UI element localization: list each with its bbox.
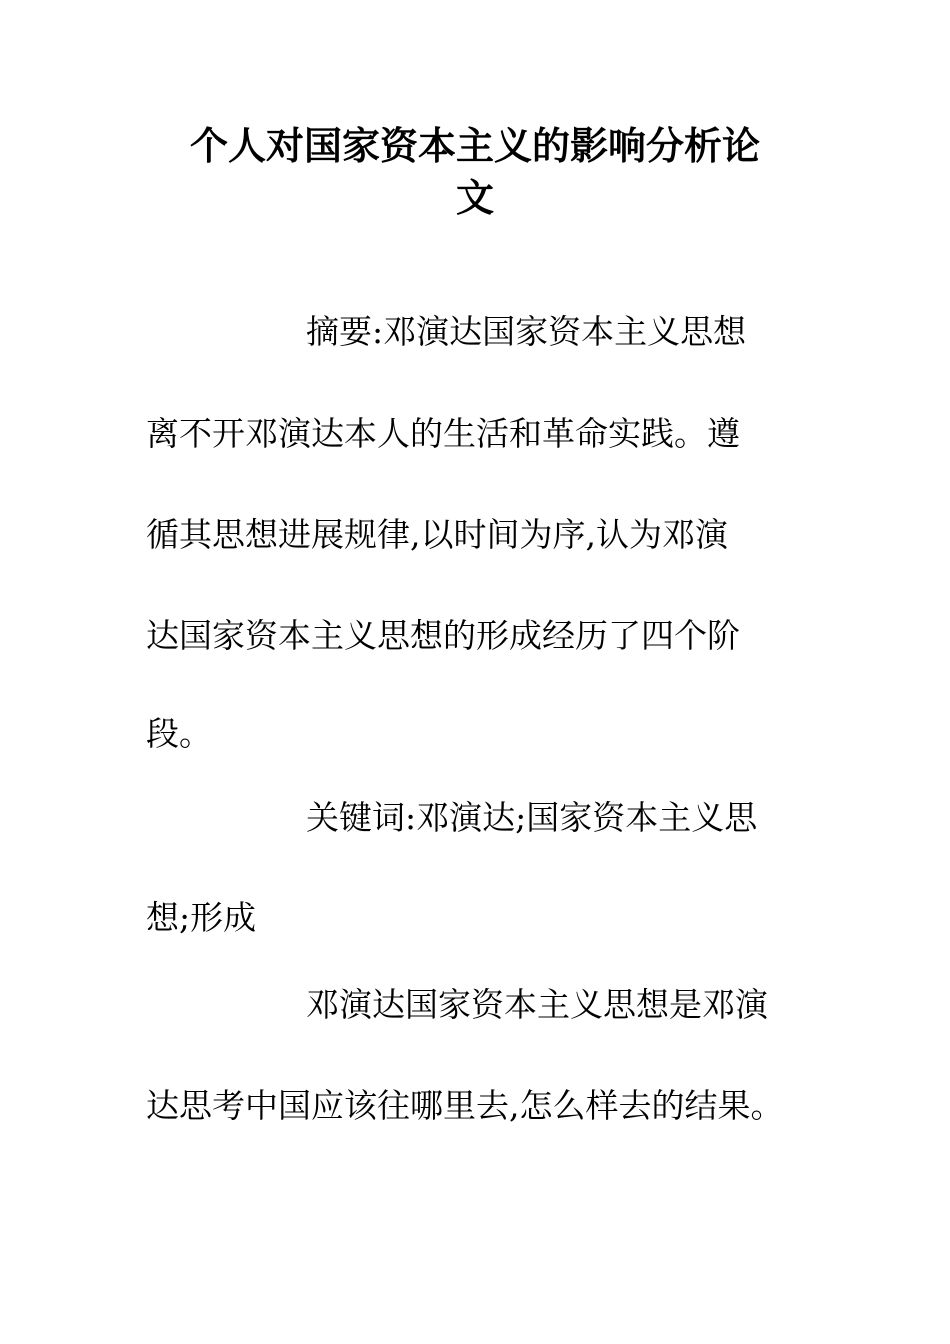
abstract-line-3: 循其思想进展规律,以时间为序,认为邓演 (146, 515, 728, 554)
abstract-line-4: 达国家资本主义思想的形成经历了四个阶 (146, 616, 740, 655)
keywords-line-1: 关键词:邓演达;国家资本主义思 (306, 798, 758, 837)
document-title (100, 120, 850, 224)
keywords-line-2: 想;形成 (146, 898, 257, 937)
abstract-line-2: 离不开邓演达本人的生活和革命实践。遵 (146, 414, 740, 453)
body-line-1: 邓演达国家资本主义思想是邓演 (306, 985, 768, 1024)
abstract-line-5: 段。 (146, 714, 212, 753)
title-line-2: 文 (455, 176, 494, 220)
abstract-line-1: 摘要:邓演达国家资本主义思想 (306, 312, 747, 351)
title-line-1: 个人对国家资本主义的影响分析论 (189, 124, 760, 168)
body-line-2: 达思考中国应该往哪里去,怎么样去的结果。 (146, 1086, 784, 1125)
